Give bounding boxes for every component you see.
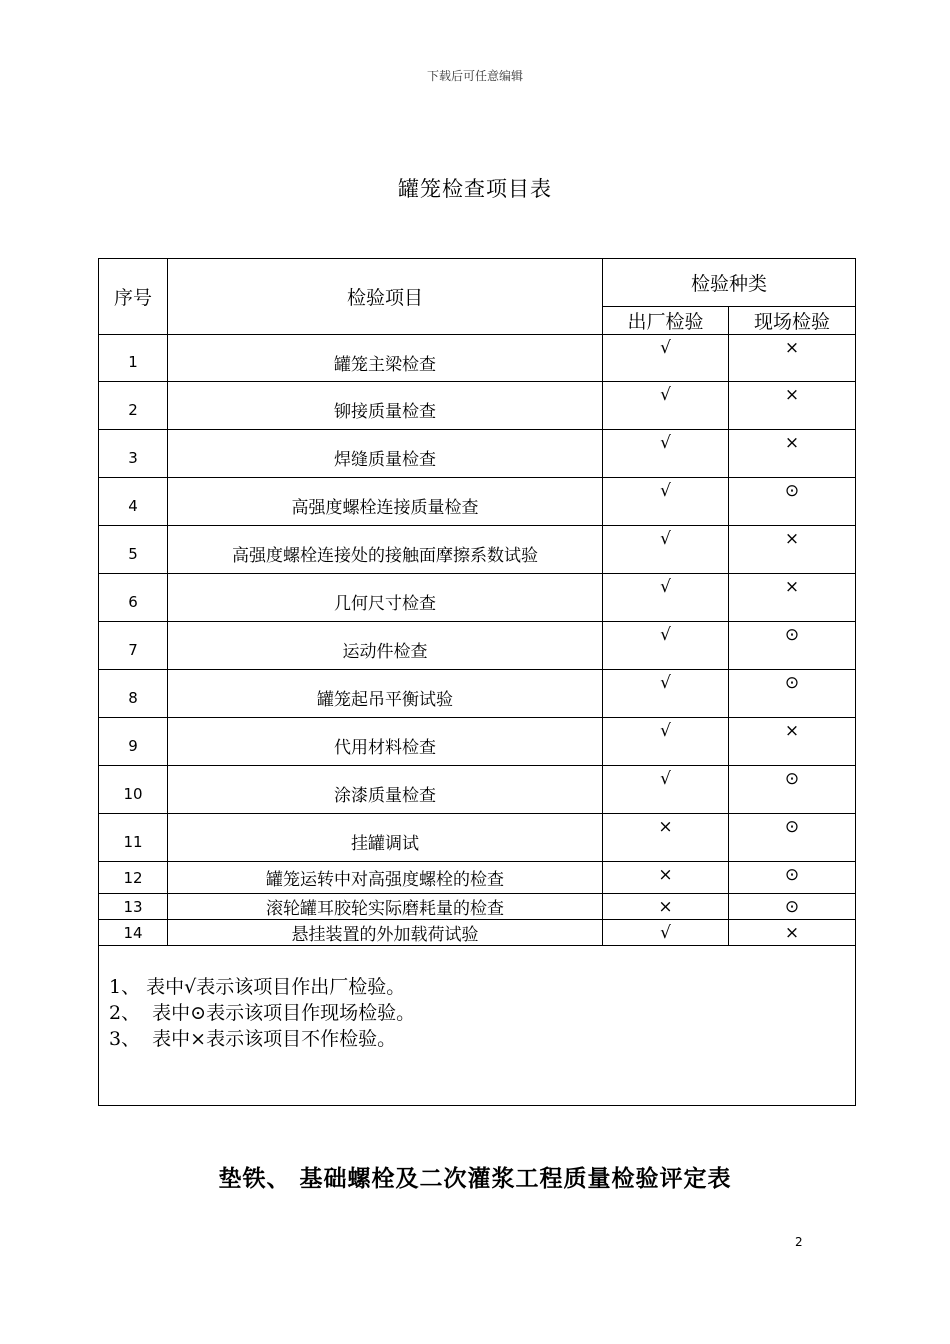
- row-item: 罐笼主梁检查: [168, 335, 603, 382]
- table-row: [99, 920, 856, 946]
- row-number: 3: [99, 430, 168, 478]
- row-factory-mark: ×: [603, 814, 729, 862]
- note-line: 3、 表中×表示该项目不作检验。: [109, 1028, 397, 1050]
- row-item: 滚轮罐耳胶轮实际磨耗量的检查: [168, 894, 603, 920]
- table-row: [99, 670, 856, 718]
- row-factory-mark: √: [603, 920, 729, 946]
- row-item: 罐笼起吊平衡试验: [168, 670, 603, 718]
- header-item: 检验项目: [168, 259, 603, 335]
- row-item: 几何尺寸检查: [168, 574, 603, 622]
- row-site-mark: ×: [729, 430, 856, 478]
- table-row: [99, 574, 856, 622]
- row-site-mark: ⊙: [729, 670, 856, 718]
- table-row: [99, 814, 856, 862]
- row-site-mark: ⊙: [729, 862, 856, 894]
- note-line: 2、 表中⊙表示该项目作现场检验。: [109, 1002, 416, 1024]
- header-seq: 序号: [99, 259, 168, 335]
- table-row: [99, 718, 856, 766]
- table-row: [99, 766, 856, 814]
- row-factory-mark: √: [603, 526, 729, 574]
- row-number: 4: [99, 478, 168, 526]
- row-item: 高强度螺栓连接处的接触面摩擦系数试验: [168, 526, 603, 574]
- table-row: [99, 382, 856, 430]
- row-number: 13: [99, 894, 168, 920]
- row-number: 9: [99, 718, 168, 766]
- row-site-mark: ×: [729, 526, 856, 574]
- table-row: [99, 526, 856, 574]
- row-factory-mark: √: [603, 335, 729, 382]
- table-row: [99, 862, 856, 894]
- note-line: 1、 表中√表示该项目作出厂检验。: [109, 976, 406, 998]
- row-factory-mark: √: [603, 382, 729, 430]
- row-site-mark: ⊙: [729, 894, 856, 920]
- row-number: 8: [99, 670, 168, 718]
- row-site-mark: ×: [729, 574, 856, 622]
- row-number: 5: [99, 526, 168, 574]
- row-item: 高强度螺栓连接质量检查: [168, 478, 603, 526]
- row-number: 7: [99, 622, 168, 670]
- inspection-table: [98, 258, 856, 1106]
- row-item: 代用材料检查: [168, 718, 603, 766]
- row-site-mark: ×: [729, 382, 856, 430]
- header-type: 检验种类: [603, 259, 856, 307]
- row-factory-mark: √: [603, 430, 729, 478]
- row-number: 14: [99, 920, 168, 946]
- row-site-mark: ⊙: [729, 814, 856, 862]
- notes-cell: [99, 946, 856, 1106]
- table-row: [99, 335, 856, 382]
- row-item: 罐笼运转中对高强度螺栓的检查: [168, 862, 603, 894]
- row-site-mark: ⊙: [729, 766, 856, 814]
- table-row: [99, 478, 856, 526]
- row-number: 2: [99, 382, 168, 430]
- row-item: 焊缝质量检查: [168, 430, 603, 478]
- row-factory-mark: √: [603, 718, 729, 766]
- table-row: [99, 894, 856, 920]
- header-note: 下载后可任意编辑: [426, 69, 523, 83]
- inspection-table-body: [99, 259, 856, 1106]
- row-factory-mark: ×: [603, 894, 729, 920]
- notes-row: [99, 946, 856, 1106]
- row-site-mark: ×: [729, 335, 856, 382]
- row-item: 涂漆质量检查: [168, 766, 603, 814]
- row-number: 1: [99, 335, 168, 382]
- row-factory-mark: √: [603, 478, 729, 526]
- row-number: 10: [99, 766, 168, 814]
- row-factory-mark: √: [603, 670, 729, 718]
- row-site-mark: ×: [729, 920, 856, 946]
- row-number: 12: [99, 862, 168, 894]
- header-factory: 出厂检验: [603, 307, 729, 335]
- table-row: [99, 430, 856, 478]
- row-factory-mark: √: [603, 622, 729, 670]
- table-header-row: [99, 259, 856, 307]
- row-item: 运动件检查: [168, 622, 603, 670]
- row-factory-mark: √: [603, 766, 729, 814]
- row-factory-mark: √: [603, 574, 729, 622]
- row-item: 挂罐调试: [168, 814, 603, 862]
- table-row: [99, 622, 856, 670]
- row-item: 铆接质量检查: [168, 382, 603, 430]
- next-section-title: 垫铁、 基础螺栓及二次灌浆工程质量检验评定表: [218, 1165, 732, 1192]
- header-site: 现场检验: [729, 307, 856, 335]
- page-number: 2: [795, 1235, 803, 1249]
- document-title: 罐笼检查项目表: [398, 177, 552, 201]
- row-item: 悬挂装置的外加载荷试验: [168, 920, 603, 946]
- row-site-mark: ⊙: [729, 478, 856, 526]
- row-site-mark: ×: [729, 718, 856, 766]
- row-site-mark: ⊙: [729, 622, 856, 670]
- row-number: 11: [99, 814, 168, 862]
- row-number: 6: [99, 574, 168, 622]
- row-factory-mark: ×: [603, 862, 729, 894]
